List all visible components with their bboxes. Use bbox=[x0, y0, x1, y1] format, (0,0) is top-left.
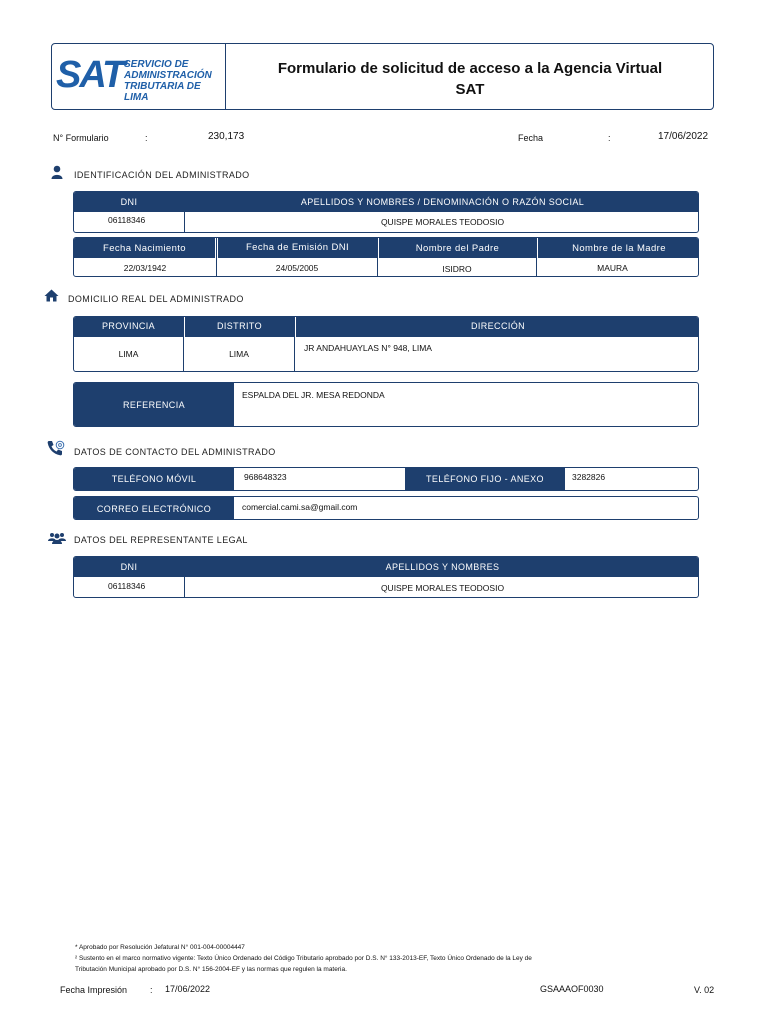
footer-note-2: ² Sustento en el marco normativo vigente: Texto Único Ordenado del Código Tributario aprobado por D.S. N° 133-2013-EF, Texto Único Ordenado de la Ley de bbox=[75, 955, 532, 962]
email-value: comercial.cami.sa@gmail.com bbox=[242, 502, 358, 512]
mother-name-value: MAURA bbox=[597, 263, 628, 273]
home-icon bbox=[44, 289, 59, 302]
sat-logo bbox=[52, 44, 226, 109]
print-date-colon: : bbox=[150, 985, 153, 995]
phone-email-icon bbox=[47, 440, 65, 456]
user-icon bbox=[51, 165, 63, 179]
province-header: PROVINCIA bbox=[74, 317, 183, 337]
footer-note-3: Tributación Municipal aprobado por D.S. N° 156-2004-EF y las normas que regulen la materia. bbox=[75, 966, 347, 973]
section-title-identificacion: IDENTIFICACIÓN DEL ADMINISTRADO bbox=[74, 170, 250, 180]
province-value: LIMA bbox=[118, 349, 139, 359]
domicilio-table bbox=[73, 316, 699, 372]
print-date-label: Fecha Impresión bbox=[60, 985, 128, 995]
mother-name-header: Nombre de la Madre bbox=[538, 238, 699, 258]
rep-dni-value: 06118346 bbox=[108, 581, 146, 591]
form-header bbox=[51, 43, 714, 110]
dni-header: DNI bbox=[74, 192, 184, 212]
identificacion-table bbox=[73, 191, 699, 233]
district-header: DISTRITO bbox=[185, 317, 294, 337]
landline-header: TELÉFONO FIJO - ANEXO bbox=[405, 468, 565, 491]
rep-name-value: QUISPE MORALES TEODOSIO bbox=[380, 583, 505, 593]
logo-mark: SAT bbox=[56, 54, 124, 96]
mobile-value: 968648323 bbox=[244, 472, 287, 482]
print-date-value: 17/06/2022 bbox=[165, 984, 211, 994]
form-number-label: N° Formulario bbox=[53, 133, 109, 143]
reference-table bbox=[73, 382, 699, 427]
section-title-domicilio: DOMICILIO REAL DEL ADMINISTRADO bbox=[68, 294, 244, 304]
personal-data-table bbox=[73, 237, 699, 277]
address-value: JR ANDAHUAYLAS N° 948, LIMA bbox=[304, 343, 432, 353]
name-value: QUISPE MORALES TEODOSIO bbox=[380, 217, 505, 227]
phones-table bbox=[73, 467, 699, 491]
date-label: Fecha bbox=[518, 133, 544, 143]
section-title-contacto: DATOS DE CONTACTO DEL ADMINISTRADO bbox=[74, 447, 276, 457]
date-value: 17/06/2022 bbox=[658, 131, 709, 142]
mobile-header: TELÉFONO MÓVIL bbox=[74, 468, 234, 491]
father-name-value: ISIDRO bbox=[442, 264, 472, 274]
logo-text bbox=[124, 59, 225, 103]
father-name-header: Nombre del Padre bbox=[379, 238, 536, 258]
footer-notes bbox=[75, 942, 532, 975]
email-header: CORREO ELECTRÓNICO bbox=[74, 497, 234, 520]
date-colon: : bbox=[608, 133, 611, 143]
birth-date-value: 22/03/1942 bbox=[123, 263, 167, 273]
title-line-1: Formulario de solicitud de acceso a la Agencia Virtual bbox=[277, 60, 663, 77]
form-number-colon: : bbox=[145, 133, 148, 143]
rep-dni-header: DNI bbox=[74, 557, 184, 577]
form-code: GSAAAOF0030 bbox=[540, 984, 604, 994]
logo-line-1: SERVICIO DE bbox=[124, 59, 189, 70]
footer-note-1: * Aprobado por Resolución Jefatural N° 001-004-00004447 bbox=[75, 944, 245, 951]
birth-date-header: Fecha Nacimiento bbox=[74, 238, 215, 258]
logo-line-3: TRIBUTARIA DE LIMA bbox=[124, 81, 201, 103]
landline-value: 3282826 bbox=[572, 472, 606, 482]
rep-name-header: APELLIDOS Y NOMBRES bbox=[185, 557, 699, 577]
title-line-2: SAT bbox=[455, 81, 485, 98]
form-title bbox=[225, 58, 715, 100]
reference-header: REFERENCIA bbox=[74, 383, 234, 427]
emission-date-value: 24/05/2005 bbox=[275, 263, 319, 273]
address-header: DIRECCIÓN bbox=[296, 317, 699, 337]
section-title-representante: DATOS DEL REPRESENTANTE LEGAL bbox=[74, 535, 248, 545]
group-icon bbox=[48, 532, 66, 544]
dni-value: 06118346 bbox=[108, 215, 146, 225]
form-version: V. 02 bbox=[694, 985, 715, 995]
reference-value: ESPALDA DEL JR. MESA REDONDA bbox=[242, 390, 385, 400]
logo-line-2: ADMINISTRACIÓN bbox=[124, 70, 212, 81]
representante-table bbox=[73, 556, 699, 598]
name-header: APELLIDOS Y NOMBRES / DENOMINACIÓN O RAZÓN SOCIAL bbox=[185, 192, 699, 212]
email-table bbox=[73, 496, 699, 520]
form-number-value: 230,173 bbox=[208, 131, 245, 142]
emission-date-header: Fecha de Emisión DNI bbox=[218, 238, 377, 258]
district-value: LIMA bbox=[229, 349, 249, 359]
